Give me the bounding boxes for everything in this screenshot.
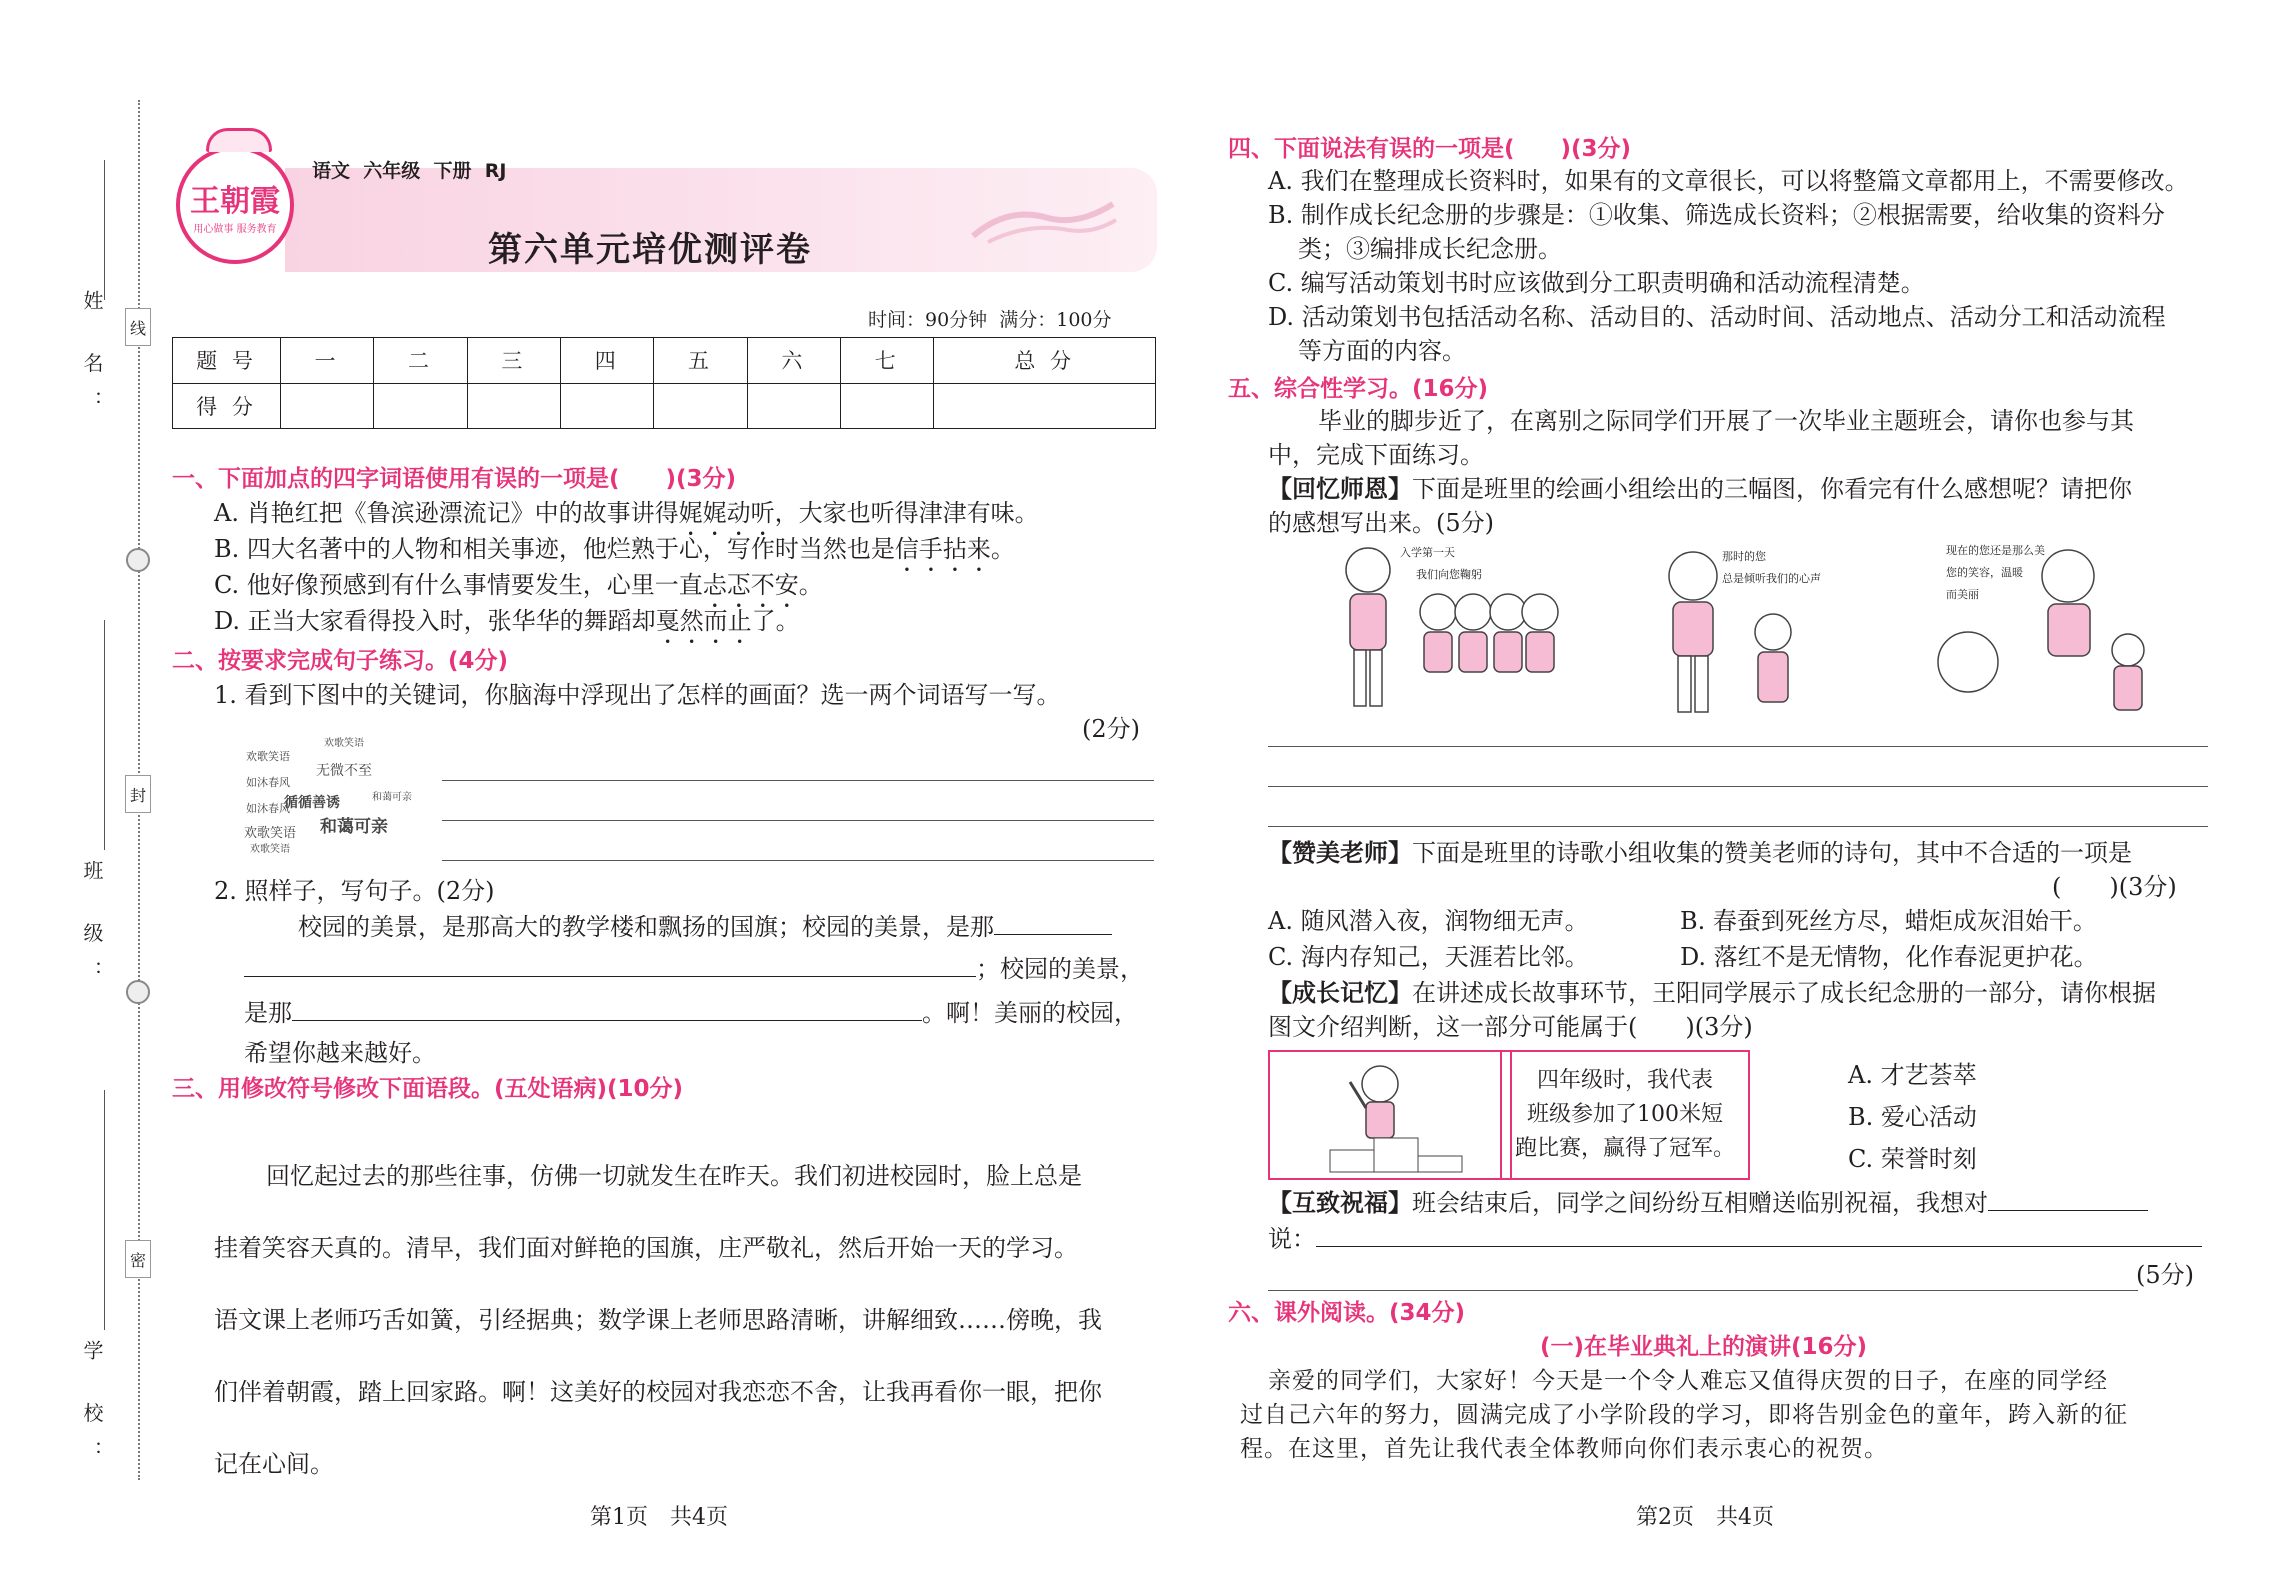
q5-intro: 毕业的脚步近了，在离别之际同学们开展了一次毕业主题班会，请你也参与其 <box>1318 407 2134 435</box>
q1-option-d: D. 正当大家看得投入时，张华华的舞蹈却戛然而止了。 <box>214 607 800 635</box>
cloud-word: 如沐春风 <box>246 776 290 789</box>
q3-line: 挂着笑容天真的。清早，我们面对鲜艳的国旗，庄严敬礼，然后开始一天的学习。 <box>214 1234 1078 1262</box>
memory-text-line: 跑比赛，赢得了冠军。 <box>1514 1136 1735 1161</box>
q6-line: 亲爱的同学们，大家好！今天是一个令人难忘又值得庆贺的日子，在座的同学经 <box>1268 1368 2108 1394</box>
podium-champion-icon <box>1270 1052 1510 1178</box>
huzhi-say: 说： <box>1268 1222 2202 1256</box>
score-value-row <box>173 383 1156 429</box>
q4-option-cont: 等方面的内容。 <box>1298 337 1466 365</box>
score-cell[interactable] <box>841 383 934 429</box>
score-col: 一 <box>281 338 374 384</box>
q2-part2: 2. 照样子，写句子。(2分) <box>214 877 495 905</box>
page-title: 第六单元培优测评卷 <box>488 230 812 270</box>
score-cell[interactable] <box>374 383 467 429</box>
score-cell[interactable] <box>934 383 1156 429</box>
q3-line: 们伴着朝霞，踏上回家路。啊！这美好的校园对我恋恋不舍，让我再看你一眼，把你 <box>214 1378 1102 1406</box>
fill-blank[interactable] <box>1988 1210 2148 1211</box>
school-label: 学 校： <box>80 1340 104 1479</box>
brand-logo <box>176 146 294 264</box>
q6-heading: 六、课外阅读。(34分) <box>1228 1300 1466 1326</box>
q3-line: 语文课上老师巧舌如簧，引经据典；数学课上老师思路清晰，讲解细致……傍晚，我 <box>214 1306 1102 1334</box>
zanmei-option-a: A. 随风潜入夜，润物细无声。 <box>1268 907 1589 935</box>
answer-line[interactable] <box>1268 1290 2138 1291</box>
pic3-caption-a: 现在的您还是那么美 <box>1946 544 2045 557</box>
q2-sentence-2: ；校园的美景， <box>244 952 1144 986</box>
footer-left: 第1页 共4页 <box>590 1505 728 1530</box>
chengzhang-prompt-2: 图文介绍判断，这一部分可能属于( )(3分) <box>1268 1013 1753 1041</box>
score-col: 总 分 <box>934 338 1156 384</box>
cloud-word: 欢歌笑语 <box>246 750 290 763</box>
memory-image-frame <box>1268 1050 1512 1180</box>
q6-line: 程。在这里，首先让我代表全体教师向你们表示衷心的祝贺。 <box>1240 1436 1888 1462</box>
cloud-decoration-icon <box>968 196 1118 246</box>
school-line <box>104 1090 105 1330</box>
cloud-word: 循循善诱 <box>284 795 340 811</box>
memory-option: B. 爱心活动 <box>1848 1103 1977 1131</box>
footer-right: 第2页 共4页 <box>1636 1505 1774 1530</box>
zanmei-option-c: C. 海内存知己，天涯若比邻。 <box>1268 943 1589 971</box>
answer-line[interactable] <box>1268 826 2208 827</box>
cloud-word: 和蔼可亲 <box>372 792 412 803</box>
cloud-word: 和蔼可亲 <box>320 817 388 837</box>
binding-hole-icon <box>126 548 150 572</box>
cloud-word: 欢歌笑语 <box>244 826 297 841</box>
score-cell[interactable] <box>654 383 747 429</box>
score-header-row <box>173 338 1156 384</box>
pic2-caption-b: 总是倾听我们的心声 <box>1722 572 1821 585</box>
score-row-label: 得 分 <box>173 383 281 429</box>
q3-paragraph <box>214 1140 1102 1500</box>
memory-text-line: 四年级时，我代表 <box>1536 1068 1713 1093</box>
score-col: 题 号 <box>173 338 281 384</box>
q1-heading: 一、下面加点的四字词语使用有误的一项是( )(3分) <box>172 466 737 492</box>
name-label: 姓 名： <box>80 290 104 429</box>
crown-icon <box>206 128 272 152</box>
q5-heading: 五、综合性学习。(16分) <box>1228 376 1489 402</box>
q3-heading: 三、用修改符号修改下面语段。(五处语病)(10分) <box>172 1076 684 1102</box>
zanmei-option-d: D. 落红不是无情物，化作春泥更护花。 <box>1680 943 2098 971</box>
cloud-word: 欢歌笑语 <box>250 844 290 855</box>
cloud-word: 欢歌笑语 <box>324 738 364 749</box>
score-col: 三 <box>467 338 560 384</box>
q1-option-b: B. 四大名著中的人物和相关事迹，他烂熟于心，写作时当然也是信手拈来。 <box>214 535 1015 563</box>
q3-line: 回忆起过去的那些往事，仿佛一切就发生在昨天。我们初进校园时，脸上总是 <box>266 1162 1082 1190</box>
memory-option: A. 才艺荟萃 <box>1848 1061 1977 1089</box>
memory-option: C. 荣誉时刻 <box>1848 1145 1977 1173</box>
memory-text-line: 班级参加了100米短 <box>1527 1102 1723 1127</box>
score-col: 四 <box>561 338 654 384</box>
q6-line: 过自己六年的努力，圆满完成了小学阶段的学习，即将告别金色的童年，跨入新的征 <box>1240 1402 2128 1428</box>
q2-sentence-4: 希望你越来越好。 <box>244 1039 436 1067</box>
line-mark: 线 <box>125 308 151 346</box>
answer-line[interactable] <box>1268 746 2208 747</box>
q2-part1: 1. 看到下图中的关键词，你脑海中浮现出了怎样的画面？选一两个词语写一写。 <box>214 681 1061 709</box>
word-cloud <box>244 730 420 855</box>
score-cell[interactable] <box>281 383 374 429</box>
score-table <box>172 337 1156 429</box>
logo-text: 王朝霞 <box>190 183 280 219</box>
q4-option: A. 我们在整理成长资料时，如果有的文章很长，可以将整篇文章都用上，不需要修改。 <box>1268 167 2189 195</box>
cloud-word: 无微不至 <box>316 763 372 779</box>
answer-line[interactable] <box>1268 786 2208 787</box>
answer-line[interactable] <box>442 860 1154 861</box>
pic3-caption-c: 而美丽 <box>1946 588 1979 601</box>
fill-blank[interactable] <box>1316 1246 2202 1247</box>
subject-meta: 语文 六年级 下册 RJ <box>312 160 507 182</box>
score-col: 六 <box>747 338 840 384</box>
name-line <box>104 160 105 300</box>
q4-heading: 四、下面说法有误的一项是( )(3分) <box>1228 136 1632 162</box>
q6-subheading: (一)在毕业典礼上的演讲(16分) <box>1540 1334 1868 1360</box>
seal-mark: 封 <box>125 775 151 813</box>
secret-mark: 密 <box>125 1240 151 1278</box>
time-info: 时间：90分钟 满分：100分 <box>868 309 1112 331</box>
huiyi-prompt: 【回忆师恩】下面是班里的绘画小组绘出的三幅图，你看完有什么感想呢？请把你 <box>1268 474 2132 503</box>
score-cell[interactable] <box>467 383 560 429</box>
q4-option-cont: 类；③编排成长纪念册。 <box>1298 235 1562 263</box>
score-col: 二 <box>374 338 467 384</box>
zanmei-score: ( )(3分) <box>2052 873 2177 901</box>
zanmei-prompt: 【赞美老师】下面是班里的诗歌小组收集的赞美老师的诗句，其中不合适的一项是 <box>1268 838 2132 867</box>
pic1-caption-a: 入学第一天 <box>1400 546 1455 559</box>
zanmei-option-b: B. 春蚕到死丝方尽，蜡炬成灰泪始干。 <box>1680 907 2097 935</box>
pic3-caption-b: 您的笑容，温暖 <box>1946 566 2023 579</box>
cloud-word: 如沐春风 <box>246 802 290 815</box>
chengzhang-prompt: 【成长记忆】在讲述成长故事环节，王阳同学展示了成长纪念册的一部分，请你根据 <box>1268 978 2156 1007</box>
memory-text-frame <box>1500 1050 1750 1180</box>
q1-option-c: C. 他好像预感到有什么事情要发生，心里一直忐忑不安。 <box>214 571 823 599</box>
huzhi-score: (5分) <box>2136 1261 2194 1289</box>
fill-blank[interactable] <box>994 934 1112 935</box>
answer-line[interactable] <box>442 780 1154 781</box>
q3-line: 记在心间。 <box>214 1450 334 1478</box>
q2-sentence-1: 校园的美景，是那高大的教学楼和飘扬的国旗；校园的美景，是那 <box>298 910 1112 944</box>
q4-option: C. 编写活动策划书时应该做到分工职责明确和活动流程清楚。 <box>1268 269 1925 297</box>
huiyi-prompt-2: 的感想写出来。(5分) <box>1268 509 1494 537</box>
fill-blank[interactable] <box>244 976 976 977</box>
q2-sentence-3: 是那 。啊！美丽的校园， <box>244 999 1138 1027</box>
score-cell[interactable] <box>561 383 654 429</box>
students-figure <box>1420 594 1558 672</box>
score-col: 七 <box>841 338 934 384</box>
class-line <box>104 620 105 850</box>
q6-passage <box>1240 1364 2128 1466</box>
teacher-figure-1 <box>1346 548 1390 706</box>
q5-intro: 中，完成下面练习。 <box>1268 441 1484 469</box>
score-cell[interactable] <box>747 383 840 429</box>
pic2-caption-a: 那时的您 <box>1722 550 1766 563</box>
pic1-caption-b: 我们向您鞠躬 <box>1416 568 1482 581</box>
answer-line[interactable] <box>442 820 1154 821</box>
q4-option: B. 制作成长纪念册的步骤是：①收集、筛选成长资料；②根据需要，给收集的资料分 <box>1268 201 2165 229</box>
q4-option: D. 活动策划书包括活动名称、活动目的、活动时间、活动地点、活动分工和活动流程 <box>1268 303 2166 331</box>
class-label: 班 级： <box>80 860 104 999</box>
q1-option-a: A. 肖艳红把《鲁滨逊漂流记》中的故事讲得娓娓动听，大家也听得津津有味。 <box>214 499 1039 527</box>
score-col: 五 <box>654 338 747 384</box>
huzhi-prompt: 【互致祝福】班会结束后，同学之间纷纷互相赠送临别祝福，我想对 <box>1268 1186 2148 1220</box>
logo-subtitle: 用心做事 服务教育 <box>193 223 277 235</box>
fill-blank[interactable] <box>292 1020 922 1021</box>
binding-hole-icon <box>126 980 150 1004</box>
q2-heading: 二、按要求完成句子练习。(4分) <box>172 648 509 674</box>
q2-part1-score: (2分) <box>1082 715 1140 743</box>
